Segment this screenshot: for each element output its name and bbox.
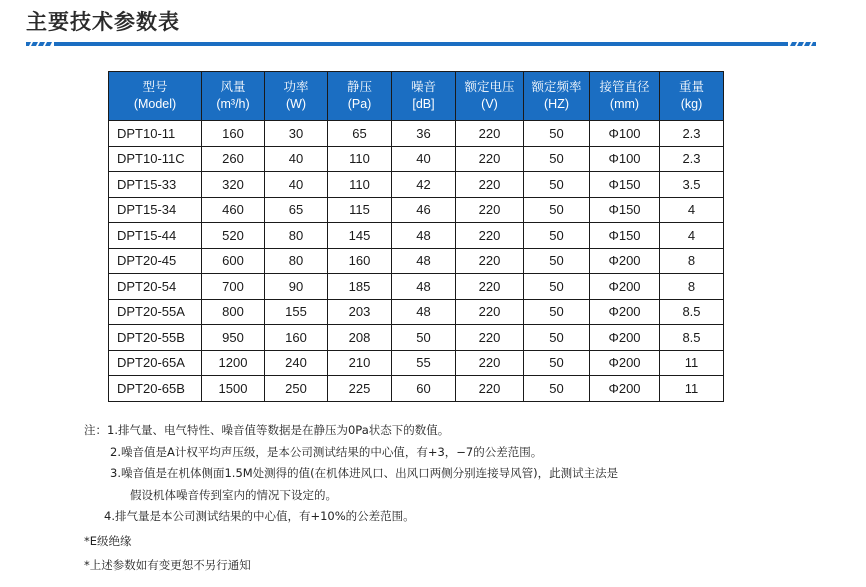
table-cell: 40 [265, 146, 328, 172]
column-header-unit: (Model) [133, 97, 177, 111]
table-row [109, 376, 724, 402]
table-cell: 220 [456, 299, 524, 325]
table-cell: 225 [328, 376, 392, 402]
table-cell: 160 [265, 325, 328, 351]
model-cell: DPT20-55A [109, 299, 202, 325]
column-header [456, 72, 524, 121]
column-header-label: 接管直径 [599, 80, 650, 94]
table-cell: 46 [392, 197, 456, 223]
table-cell: 1200 [202, 350, 265, 376]
table-cell: 50 [524, 325, 590, 351]
table-cell: Φ200 [590, 299, 660, 325]
table-cell: 50 [524, 197, 590, 223]
notes-section [84, 420, 844, 577]
table-cell: 48 [392, 299, 456, 325]
header-row [109, 72, 724, 121]
table-row [109, 248, 724, 274]
table-cell: 90 [265, 274, 328, 300]
table-cell: 220 [456, 248, 524, 274]
column-header-label: 额定电压 [464, 80, 515, 94]
column-header-unit: (W) [285, 97, 307, 111]
note-line-3-continued: 假设机体噪音传到室内的情况下设定的。 [130, 487, 337, 502]
table-row [109, 121, 724, 147]
column-header [109, 72, 202, 121]
column-header-label: 静压 [346, 80, 372, 94]
note-line-1: 注：1.排气量、电气特性、噪音值等数据是在静压为0Pa状态下的数值。 [84, 423, 450, 437]
column-header-unit: (V) [481, 97, 498, 111]
table-cell: 30 [265, 121, 328, 147]
table-cell: 240 [265, 350, 328, 376]
table-row [109, 274, 724, 300]
table-cell: Φ150 [590, 197, 660, 223]
table-cell: 208 [328, 325, 392, 351]
column-header [590, 72, 660, 121]
model-cell: DPT20-65B [109, 376, 202, 402]
table-cell: Φ200 [590, 274, 660, 300]
table-cell: 80 [265, 248, 328, 274]
table-cell: Φ150 [590, 223, 660, 249]
column-header-label: 额定频率 [531, 80, 582, 94]
table-header [109, 72, 724, 121]
column-header-unit: (mm) [609, 97, 640, 111]
table-cell: Φ100 [590, 146, 660, 172]
table-cell: 115 [328, 197, 392, 223]
column-header [392, 72, 456, 121]
table-row [109, 223, 724, 249]
table-cell: 220 [456, 172, 524, 198]
table-row [109, 146, 724, 172]
table-cell: 220 [456, 350, 524, 376]
table-cell: 8 [660, 274, 724, 300]
table-cell: 110 [328, 172, 392, 198]
table-cell: 50 [524, 274, 590, 300]
table-cell: 220 [456, 376, 524, 402]
column-header-unit: (HZ) [544, 97, 569, 111]
table-cell: Φ200 [590, 325, 660, 351]
table-cell: Φ150 [590, 172, 660, 198]
table-cell: 220 [456, 223, 524, 249]
table-cell: 50 [524, 146, 590, 172]
table-cell: 1500 [202, 376, 265, 402]
table-cell: 2.3 [660, 146, 724, 172]
table-cell: 320 [202, 172, 265, 198]
note-line-2: 2.噪音值是A计权平均声压级，是本公司测试结果的中心值，有+3，−7的公差范围。 [110, 444, 543, 459]
column-header [524, 72, 590, 121]
model-cell: DPT15-44 [109, 223, 202, 249]
table-body [109, 121, 724, 402]
table-cell: 220 [456, 325, 524, 351]
table-row [109, 325, 724, 351]
table-cell: 8.5 [660, 325, 724, 351]
table-cell: 50 [524, 223, 590, 249]
table-cell: 2.3 [660, 121, 724, 147]
table-cell: 50 [524, 299, 590, 325]
note-line-4: 4.排气量是本公司测试结果的中心值，有+10%的公差范围。 [104, 509, 415, 523]
table-cell: 220 [456, 121, 524, 147]
table-cell: 50 [524, 376, 590, 402]
table-cell: 11 [660, 350, 724, 376]
table-row [109, 350, 724, 376]
table-cell: Φ200 [590, 350, 660, 376]
column-header-unit: (m³/h) [216, 97, 250, 111]
table-cell: 60 [392, 376, 456, 402]
model-cell: DPT20-54 [109, 274, 202, 300]
model-cell: DPT15-34 [109, 197, 202, 223]
note-disclaimer: *上述参数如有变更恕不另行通知 [84, 558, 251, 572]
table-cell: Φ200 [590, 376, 660, 402]
table-cell: 110 [328, 146, 392, 172]
model-cell: DPT20-65A [109, 350, 202, 376]
table-cell: 220 [456, 146, 524, 172]
table-cell: 8.5 [660, 299, 724, 325]
column-header [202, 72, 265, 121]
table-cell: 800 [202, 299, 265, 325]
table-cell: 950 [202, 325, 265, 351]
model-cell: DPT20-55B [109, 325, 202, 351]
table-cell: 600 [202, 248, 265, 274]
table-cell: 50 [524, 350, 590, 376]
table-cell: 145 [328, 223, 392, 249]
table-row [109, 197, 724, 223]
table-cell: Φ200 [590, 248, 660, 274]
table-cell: 3.5 [660, 172, 724, 198]
column-header [328, 72, 392, 121]
column-header-unit: [dB] [412, 97, 435, 111]
column-header-label: 风量 [220, 80, 246, 94]
table-cell: Φ100 [590, 121, 660, 147]
column-header-unit: (kg) [680, 97, 703, 111]
page-title: 主要技术参数表 [26, 10, 180, 34]
table-cell: 520 [202, 223, 265, 249]
table-cell: 48 [392, 248, 456, 274]
table-cell: 700 [202, 274, 265, 300]
table-cell: 40 [392, 146, 456, 172]
note-insulation: *E级绝缘 [84, 533, 132, 548]
table-cell: 460 [202, 197, 265, 223]
table-cell: 250 [265, 376, 328, 402]
table-cell: 210 [328, 350, 392, 376]
column-header [660, 72, 724, 121]
table-cell: 8 [660, 248, 724, 274]
table-cell: 155 [265, 299, 328, 325]
column-header-unit: (Pa) [347, 97, 372, 111]
model-cell: DPT20-45 [109, 248, 202, 274]
table-cell: 80 [265, 223, 328, 249]
table-cell: 11 [660, 376, 724, 402]
model-cell: DPT10-11C [109, 146, 202, 172]
table-cell: 220 [456, 197, 524, 223]
table-cell: 40 [265, 172, 328, 198]
table-cell: 203 [328, 299, 392, 325]
table-cell: 260 [202, 146, 265, 172]
table-cell: 50 [524, 172, 590, 198]
model-cell: DPT10-11 [109, 121, 202, 147]
table-cell: 36 [392, 121, 456, 147]
table-row [109, 299, 724, 325]
table-cell: 65 [328, 121, 392, 147]
table-row [109, 172, 724, 198]
table-cell: 48 [392, 274, 456, 300]
table-cell: 160 [328, 248, 392, 274]
table-cell: 4 [660, 197, 724, 223]
column-header-label: 噪音 [410, 80, 436, 94]
table-cell: 50 [524, 121, 590, 147]
table-cell: 50 [392, 325, 456, 351]
note-line-3: 3.噪音值是在机体侧面1.5M处测得的值(在机体进风口、出风口两侧分别连接导风管)，此测试主法是 [110, 466, 619, 480]
model-cell: DPT15-33 [109, 172, 202, 198]
table-cell: 42 [392, 172, 456, 198]
table-cell: 4 [660, 223, 724, 249]
title-underline [26, 40, 816, 48]
table-cell: 65 [265, 197, 328, 223]
column-header-label: 型号 [142, 80, 168, 94]
column-header [265, 72, 328, 121]
table-cell: 55 [392, 350, 456, 376]
table-cell: 220 [456, 274, 524, 300]
spec-table [108, 71, 724, 402]
table-cell: 48 [392, 223, 456, 249]
table-cell: 50 [524, 248, 590, 274]
column-header-label: 功率 [283, 80, 309, 94]
table-cell: 160 [202, 121, 265, 147]
table-cell: 185 [328, 274, 392, 300]
column-header-label: 重量 [678, 80, 704, 94]
